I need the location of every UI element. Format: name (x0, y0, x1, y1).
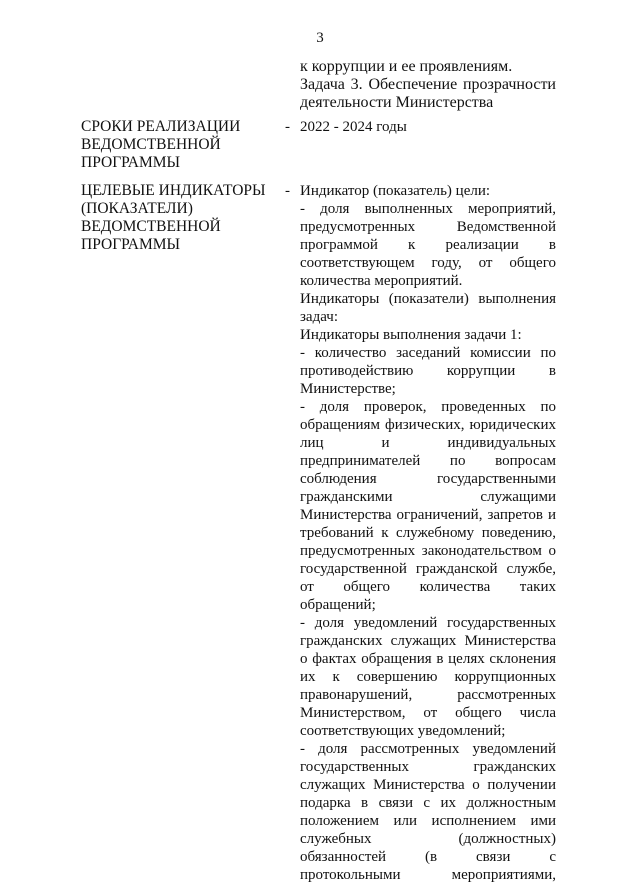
label-line: ВЕДОМСТВЕННОЙ (81, 218, 221, 235)
text-line: соблюдения государственными (300, 471, 556, 487)
text-line: протокольными мероприятиями, (300, 867, 556, 883)
text-line: Министерстве; (300, 381, 396, 397)
text-line: о фактах обращения в целях склонения (300, 651, 556, 667)
text-line: Индикаторы (показатели) выполнения (300, 291, 556, 307)
section-dash: - (285, 119, 290, 135)
text-line: противодействию коррупции в (300, 363, 556, 379)
text-line: служебных (должностных) (300, 831, 556, 847)
text-line: - количество заседаний комиссии по (300, 345, 556, 361)
text-line: задач: (300, 309, 338, 325)
text-line: Индикаторы выполнения задачи 1: (300, 327, 522, 343)
text-line: Задача 3. Обеспечение прозрачности (300, 76, 556, 93)
section-terms-value: 2022 - 2024 годы (300, 119, 407, 135)
text-line: количества мероприятий. (300, 273, 463, 289)
text-line: предусмотренных Ведомственной (300, 219, 556, 235)
label-line: ПРОГРАММЫ (81, 236, 181, 253)
text-line: государственной гражданской службе, (300, 561, 556, 577)
text-line: обращениям физических, юридических (300, 417, 556, 433)
text-line: гражданских служащих Министерства (300, 633, 556, 649)
text-line: - доля проверок, проведенных по (300, 399, 556, 415)
text-line: государственных гражданских (300, 759, 556, 775)
label-line: СРОКИ РЕАЛИЗАЦИИ (81, 118, 241, 135)
section-indicators-label (81, 182, 281, 254)
text-line: служащих Министерства о получении (300, 777, 556, 793)
text-line: соответствующем году, от общего (300, 255, 556, 271)
text-line: - доля рассмотренных уведомлений (300, 741, 556, 757)
section-dash: - (285, 183, 290, 199)
text-line: обязанностей (в связи с (300, 849, 556, 865)
text-line: деятельности Министерства (300, 94, 494, 111)
text-line: требований к служебному поведению, (300, 525, 556, 541)
text-line: гражданскими служащими (300, 489, 556, 505)
label-line: (ПОКАЗАТЕЛИ) (81, 200, 193, 217)
text-line: - доля выполненных мероприятий, (300, 201, 556, 217)
section-terms-label (81, 118, 281, 172)
text-line: к коррупции и ее проявлениям. (300, 58, 513, 75)
page-number: 3 (316, 30, 324, 46)
text-line: их к совершению коррупционных (300, 669, 556, 685)
text-line: от общего количества таких (300, 579, 556, 595)
text-line: положением или исполнением ими (300, 813, 556, 829)
text-line: лиц и индивидуальных (300, 435, 556, 451)
text-line: программой к реализации в (300, 237, 556, 253)
label-line: ПРОГРАММЫ (81, 154, 181, 171)
section-indicators-content (300, 182, 556, 884)
text-line: соответствующих уведомлений; (300, 723, 506, 739)
text-line: подарка в связи с их должностным (300, 795, 556, 811)
text-line: предусмотренных законодательством о (300, 543, 556, 559)
text-line: Министерства ограничений, запретов и (300, 507, 556, 523)
continuation-text (300, 58, 556, 112)
text-line: правонарушений, рассмотренных (300, 687, 556, 703)
text-line: предпринимателей по вопросам (300, 453, 556, 469)
text-line: Министерством, от общего числа (300, 705, 556, 721)
text-line: обращений; (300, 597, 376, 613)
text-line: - доля уведомлений государственных (300, 615, 556, 631)
text-line: Индикатор (показатель) цели: (300, 183, 491, 199)
label-line: ЦЕЛЕВЫЕ ИНДИКАТОРЫ (81, 182, 266, 199)
label-line: ВЕДОМСТВЕННОЙ (81, 136, 221, 153)
